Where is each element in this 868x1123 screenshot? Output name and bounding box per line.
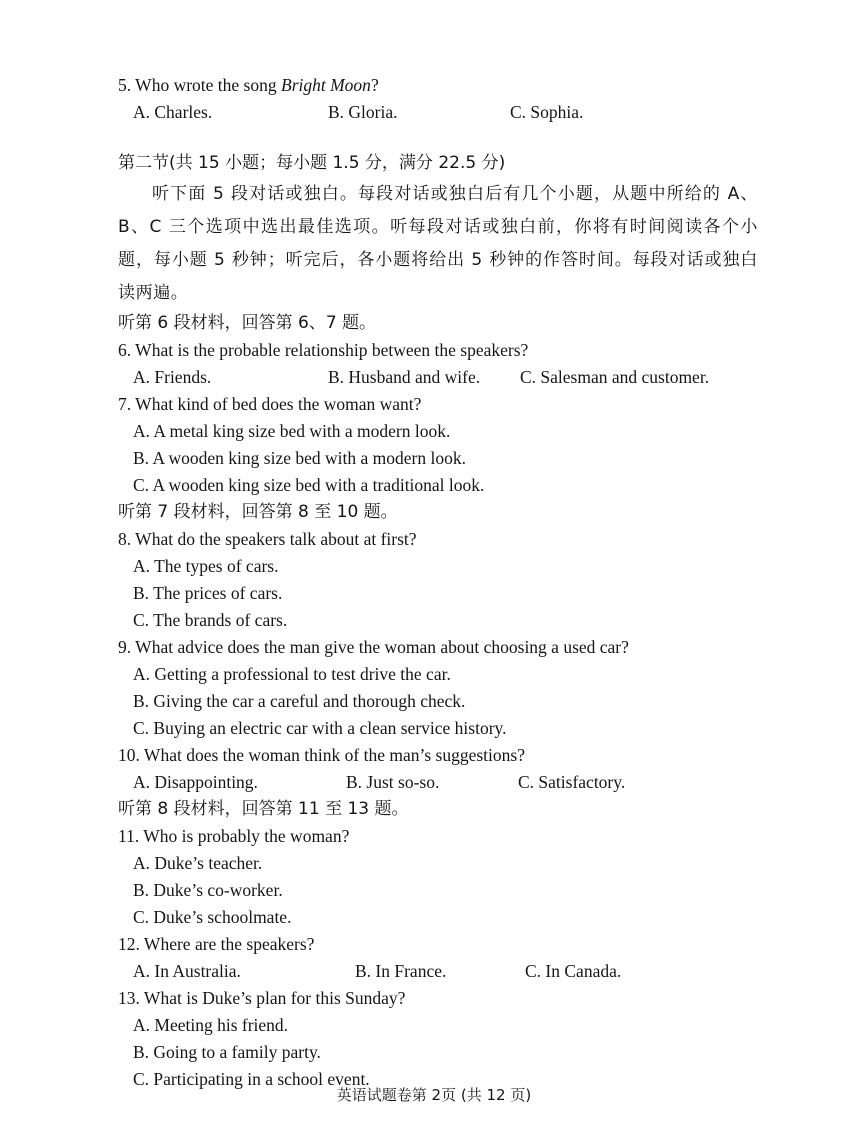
materials-list <box>118 310 758 1093</box>
option-c: C. Buying an electric car with a clean service history. <box>133 718 507 738</box>
option-a: A. Friends. <box>133 367 212 387</box>
question-stem: 6. What is the probable relationship between the speakers? <box>118 340 529 360</box>
question-stem: 9. What advice does the man give the woman about choosing a used car? <box>118 637 629 657</box>
option-a: A. Disappointing. <box>133 772 258 792</box>
question-stem: 11. Who is probably the woman? <box>118 826 350 846</box>
question-stem: 7. What kind of bed does the woman want? <box>118 394 422 414</box>
stem-suffix: ? <box>370 75 379 95</box>
question <box>118 985 758 1093</box>
option-b: B. Duke’s co-worker. <box>133 880 283 900</box>
material-heading: 听第 6 段材料，回答第 6、7 题。 <box>118 313 377 333</box>
option-c: C. In Canada. <box>525 961 622 981</box>
option-a: A. Duke’s teacher. <box>133 853 263 873</box>
question <box>118 634 758 742</box>
option-b: B. Going to a family party. <box>133 1042 321 1062</box>
page-footer: 英语试题卷第 2页 (共 12 页) <box>336 1086 532 1104</box>
option-c: C. Salesman and customer. <box>520 367 710 387</box>
question-stem <box>118 72 818 99</box>
option-a: A. Charles. <box>133 102 213 122</box>
question <box>118 526 758 634</box>
question-stem: 13. What is Duke’s plan for this Sunday? <box>118 988 406 1008</box>
options-row <box>118 769 758 796</box>
options-row <box>118 99 818 126</box>
question-stem: 10. What does the woman think of the man’s suggestions? <box>118 745 525 765</box>
question-5 <box>118 72 818 126</box>
option-b: B. The prices of cars. <box>133 583 283 603</box>
options-row <box>118 364 758 391</box>
option-c: C. A wooden king size bed with a traditional look. <box>133 475 485 495</box>
question <box>118 742 758 796</box>
option-a: A. In Australia. <box>133 961 241 981</box>
question <box>118 931 758 985</box>
option-b: B. In France. <box>355 961 447 981</box>
option-c: C. Satisfactory. <box>518 772 626 792</box>
option-c: C. The brands of cars. <box>133 610 288 630</box>
song-title: Bright Moon <box>281 75 371 95</box>
question-stem: 12. Where are the speakers? <box>118 934 315 954</box>
question <box>118 823 758 931</box>
question <box>118 337 758 391</box>
stem-prefix: 5. Who wrote the song <box>118 75 281 95</box>
option-a: A. Getting a professional to test drive the car. <box>133 664 451 684</box>
question <box>118 391 758 499</box>
option-a: A. The types of cars. <box>133 556 279 576</box>
material-heading: 听第 8 段材料，回答第 11 至 13 题。 <box>118 799 409 819</box>
option-b: B. Just so-so. <box>346 772 440 792</box>
option-c: C. Participating in a school event. <box>133 1069 370 1089</box>
option-b: B. A wooden king size bed with a modern look. <box>133 448 466 468</box>
section-2 <box>118 148 758 1093</box>
options-row <box>118 958 758 985</box>
option-c: C. Duke’s schoolmate. <box>133 907 292 927</box>
option-c: C. Sophia. <box>510 102 584 122</box>
option-b: B. Husband and wife. <box>328 367 481 387</box>
option-a: A. Meeting his friend. <box>133 1015 289 1035</box>
section-title: 第二节(共 15 小题；每小题 1.5 分，满分 22.5 分) <box>118 153 506 173</box>
question-stem: 8. What do the speakers talk about at first? <box>118 529 417 549</box>
option-b: B. Gloria. <box>328 102 398 122</box>
section-instructions: 听下面 5 段对话或独白。每段对话或独白后有几个小题，从题中所给的 A、B、C 三个选项中选出最佳选项。听每段对话或独白前，你将有时间阅读各个小题，每小题 5 秒钟；听完后，各小题将给出 5 秒钟的作答时间。每段对话或独白读两遍。 <box>118 184 758 303</box>
option-b: B. Giving the car a careful and thorough check. <box>133 691 466 711</box>
option-a: A. A metal king size bed with a modern look. <box>133 421 451 441</box>
material-heading: 听第 7 段材料，回答第 8 至 10 题。 <box>118 502 398 522</box>
